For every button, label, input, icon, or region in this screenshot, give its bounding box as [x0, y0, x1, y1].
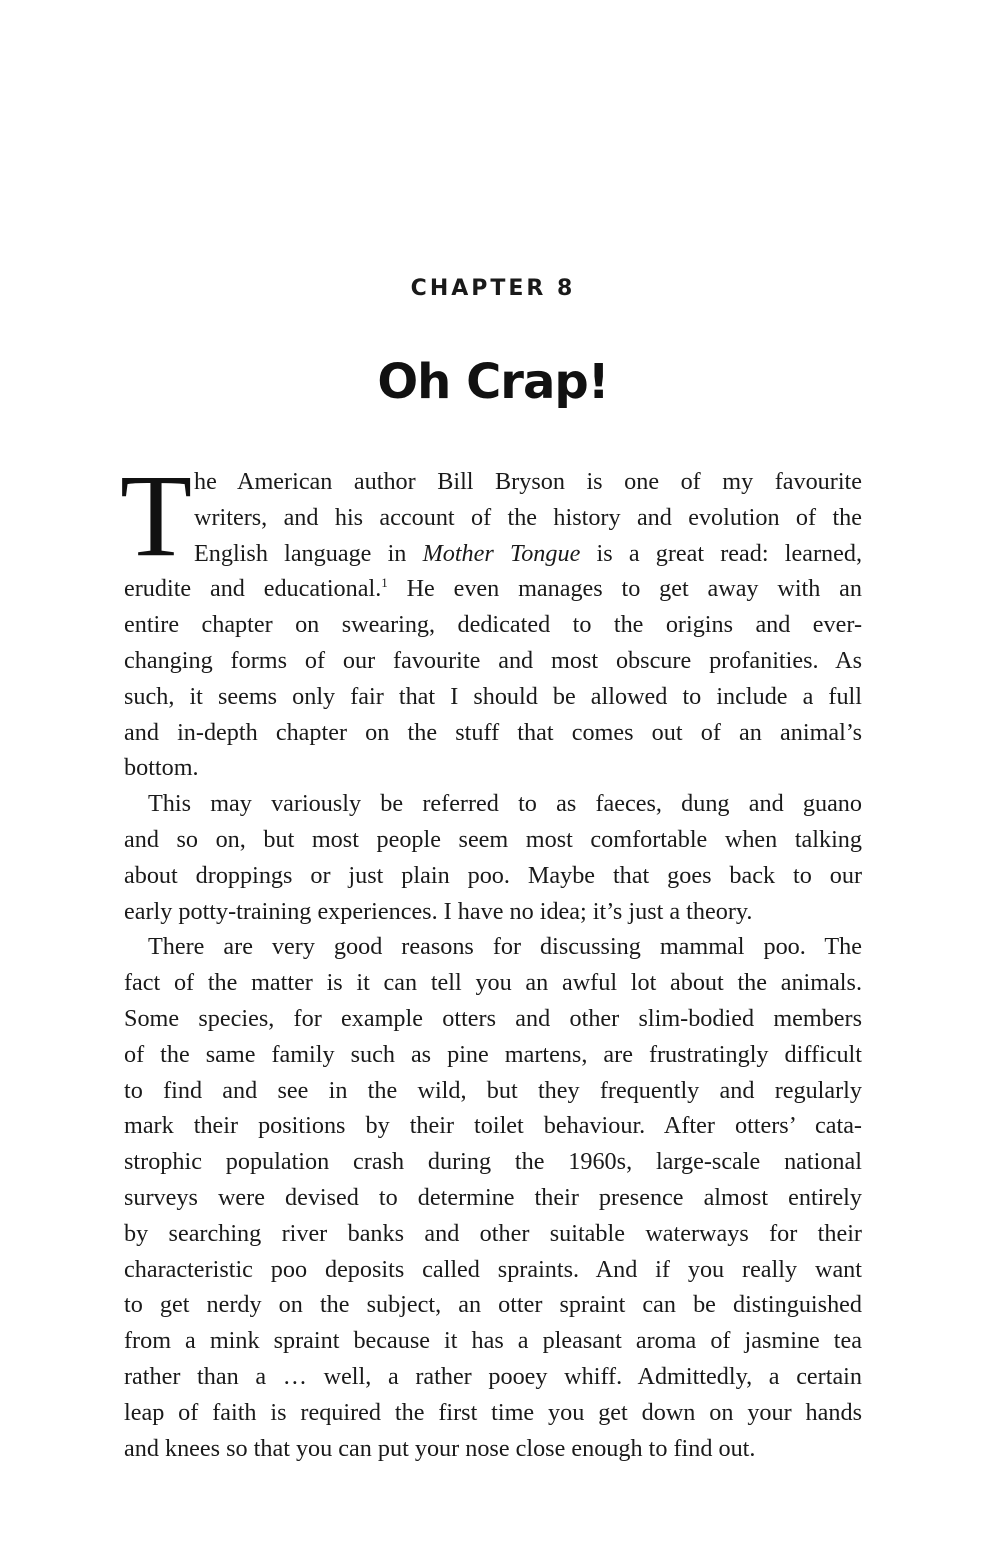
- text-run: entire chapter on swearing, dedicated to the origins and ever-: [124, 611, 862, 639]
- text-run: of the same family such as pine martens, are frustratingly difficult: [124, 1040, 862, 1068]
- text-line: [124, 1073, 862, 1109]
- text-line: [124, 607, 862, 643]
- text-run: He even manages to get away with an: [387, 575, 862, 603]
- text-line: [124, 1287, 862, 1323]
- text-line: [194, 500, 862, 536]
- text-run: surveys were devised to determine their presence almost entirely: [124, 1183, 862, 1211]
- text-line: [124, 1395, 862, 1431]
- paragraph: [124, 786, 862, 929]
- text-run: mark their positions by their toilet behaviour. After otters’ cata-: [124, 1112, 862, 1140]
- text-line: [124, 894, 862, 930]
- text-line: [124, 1323, 862, 1359]
- text-line: [124, 1037, 862, 1073]
- text-line: [124, 643, 862, 679]
- text-run: fact of the matter is it can tell you an awful lot about the animals.: [124, 969, 862, 997]
- book-title-italic: Mother Tongue: [422, 539, 581, 567]
- text-line: [124, 679, 862, 715]
- text-run: about droppings or just plain poo. Maybe that goes back to our: [124, 861, 862, 889]
- drop-cap: T: [120, 450, 193, 581]
- text-run: by searching river banks and other suitable waterways for their: [124, 1219, 862, 1247]
- text-line: [124, 1108, 862, 1144]
- text-line: [124, 858, 862, 894]
- footnote-marker: 1: [381, 575, 388, 591]
- chapter-label: CHAPTER 8: [410, 276, 576, 301]
- text-run: characteristic poo deposits called spraints. And if you really want: [124, 1255, 862, 1283]
- text-run: English language in: [194, 539, 423, 567]
- text-run: strophic population crash during the 1960s, large-scale national: [124, 1148, 862, 1176]
- chapter-title: Oh Crap!: [377, 354, 609, 410]
- text-run: is a great read: learned,: [580, 539, 862, 567]
- text-run: leap of faith is required the first time you get down on your hands: [124, 1398, 862, 1426]
- text-line: [124, 786, 862, 822]
- book-page: [120, 0, 862, 1565]
- text-run: bottom.: [124, 754, 199, 782]
- text-run: This may variously be referred to as faeces, dung and guano: [148, 790, 862, 818]
- text-run: and so on, but most people seem most comfortable when talking: [124, 825, 862, 853]
- text-run: changing forms of our favourite and most obscure profanities. As: [124, 646, 862, 674]
- text-run: early potty-training experiences. I have no idea; it’s just a theory.: [124, 897, 753, 925]
- paragraph: [124, 929, 862, 1466]
- text-run: There are very good reasons for discussing mammal poo. The: [148, 933, 862, 961]
- text-run: rather than a … well, a rather pooey whiff. Admittedly, a certain: [124, 1362, 862, 1390]
- text-run: and knees so that you can put your nose close enough to find out.: [124, 1434, 756, 1462]
- text-line: [194, 536, 862, 572]
- text-line: [124, 929, 862, 965]
- text-line: [124, 571, 862, 607]
- text-line: [124, 1144, 862, 1180]
- text-run: to get nerdy on the subject, an otter spraint can be distinguished: [124, 1291, 862, 1319]
- text-line: [124, 715, 862, 751]
- paragraph: [120, 450, 862, 786]
- text-run: Some species, for example otters and other slim-bodied members: [124, 1004, 862, 1032]
- text-line: [194, 464, 862, 500]
- text-line: [124, 1180, 862, 1216]
- text-line: [124, 1431, 862, 1467]
- text-line: [124, 965, 862, 1001]
- text-run: such, it seems only fair that I should be allowed to include a full: [124, 682, 862, 710]
- text-run: erudite and educational.: [124, 575, 382, 603]
- text-line: [124, 822, 862, 858]
- text-line: [124, 1359, 862, 1395]
- text-line: [124, 1001, 862, 1037]
- chapter-body: [120, 450, 862, 1466]
- text-line: [124, 1216, 862, 1252]
- text-run: he American author Bill Bryson is one of my favourite: [194, 468, 862, 495]
- text-run: from a mink spraint because it has a pleasant aroma of jasmine tea: [124, 1327, 862, 1355]
- text-run: to find and see in the wild, but they frequently and regularly: [124, 1076, 862, 1104]
- text-line: [124, 750, 862, 786]
- text-line: [124, 1252, 862, 1288]
- text-run: writers, and his account of the history and evolution of the: [194, 503, 862, 531]
- text-run: and in-depth chapter on the stuff that comes out of an animal’s: [124, 718, 862, 746]
